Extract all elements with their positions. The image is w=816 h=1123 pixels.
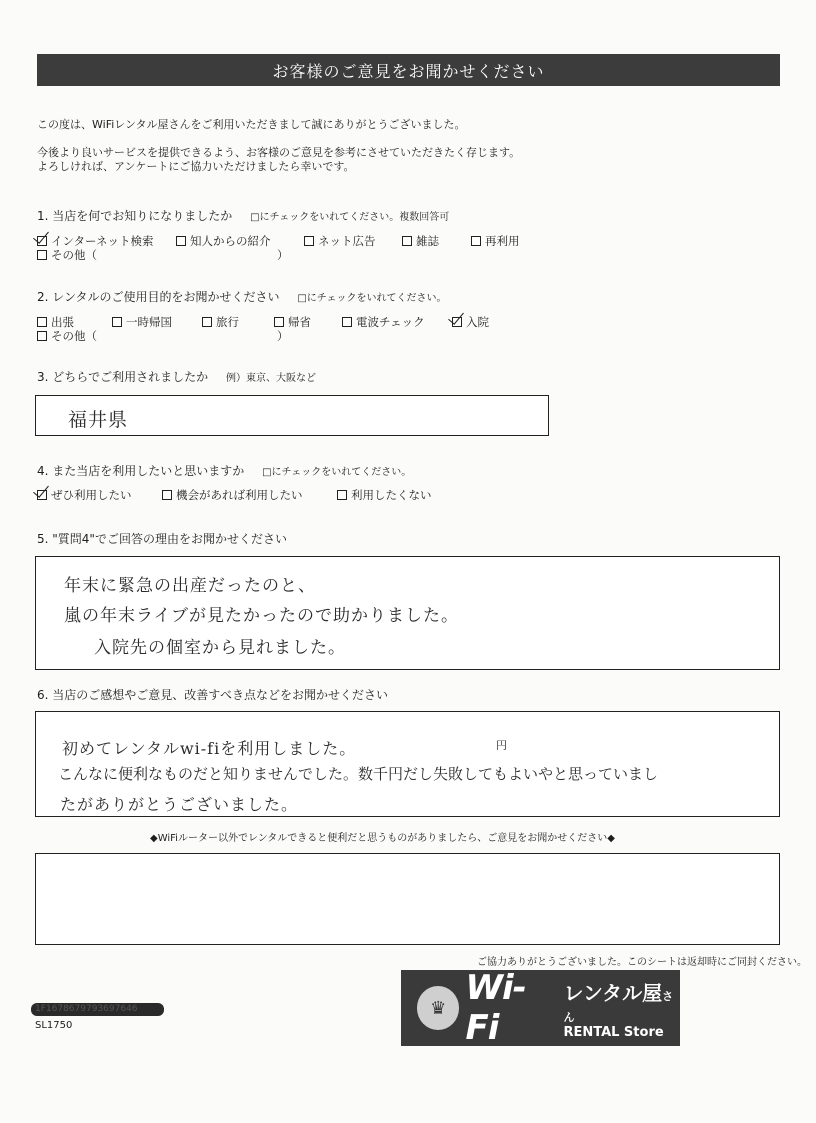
question-1 [37,207,449,224]
checkbox[interactable] [37,250,47,260]
question-3-answer-box[interactable] [35,395,549,436]
question-6-answer-line-3: たがありがとうございました。 [60,795,299,814]
question-6-label: 6. 当店のご感想やご意見、改善すべき点などをお聞かせください [37,688,389,702]
checkbox[interactable] [274,317,284,327]
q1-option-internet-search[interactable]: インターネット検索 [37,233,153,249]
checkbox[interactable] [112,317,122,327]
question-2 [37,288,446,305]
serial-code: SL1750 [35,1020,73,1031]
question-1-note: □にチェックをいれてください。複数回答可 [250,212,450,223]
question-6-answer-line-1: 初めてレンタルwi-fiを利用しました。 [62,739,357,758]
page-title: お客様のご意見をお聞かせください [272,61,545,81]
logo-japanese-text: レンタル屋 [563,980,663,1005]
question-4 [37,462,411,479]
checkbox[interactable] [342,317,352,327]
q4-option-definitely[interactable]: ぜひ利用したい [37,487,132,503]
question-5-label: 5. "質問4"でご回答の理由をお聞かせください [37,532,287,546]
checkbox[interactable] [37,331,47,341]
q2-option-business-trip[interactable]: 出張 [37,314,74,330]
q4-option-if-chance[interactable]: 機会があれば利用したい [162,487,303,503]
footer-thanks: ご協力ありがとうございました。このシートは返却時にご同封ください。 [477,957,807,968]
question-5 [37,530,287,547]
checkbox[interactable] [37,317,47,327]
q2-option-signal-check[interactable]: 電波チェック [342,314,425,330]
question-4-note: □にチェックをいれてください。 [262,467,412,478]
q4-option-no[interactable]: 利用したくない [337,487,432,503]
question-3 [37,368,316,385]
q2-option-other[interactable]: その他（ ） [37,328,297,342]
intro-line-3: よろしければ、アンケートにご協力いただけましたら幸いです。 [37,160,355,173]
q2-option-hospitalization[interactable]: 入院 [452,314,489,330]
question-3-note: 例）東京、大阪など [225,373,316,384]
question-4-options [37,487,457,501]
checkbox[interactable] [471,236,481,246]
checkbox[interactable] [162,490,172,500]
question-6-insert-mark: 円 [496,739,508,752]
checkbox[interactable] [202,317,212,327]
question-5-answer-line-3: 入院先の個室から見れました。 [94,638,346,658]
q1-option-reuse[interactable]: 再利用 [471,233,520,249]
page-title-bar [37,54,780,86]
intro-line-1: この度は、WiFiレンタル屋さんをご利用いただきまして誠にありがとうございました。 [37,118,466,131]
question-6-answer-box[interactable] [35,711,780,817]
question-3-label: 3. どちらでご利用されましたか [37,370,209,384]
checkbox[interactable] [37,236,47,246]
question-1-options [37,233,597,247]
checkbox[interactable] [304,236,314,246]
question-6 [37,686,388,703]
checkbox[interactable] [337,490,347,500]
checkbox[interactable] [37,490,47,500]
question-4-label: 4. また当店を利用したいと思いますか [37,464,245,478]
checkbox[interactable] [176,236,186,246]
intro-line-2: 今後より良いサービスを提供できるよう、お客様のご意見を参考にさせていただきたく存じます。 [37,146,521,159]
question-6-answer-line-2: こんなに便利なものだと知りませんでした。数千円だし失敗してもよいやと思っていまし [58,765,659,783]
question-5-answer-line-1: 年末に緊急の出産だったのと、 [64,576,316,596]
store-logo [401,970,680,1046]
q2-option-temporary-return[interactable]: 一時帰国 [112,314,172,330]
checkbox[interactable] [452,317,462,327]
question-2-label: 2. レンタルのご使用目的をお聞かせください [37,290,280,304]
question-3-answer: 福井県 [68,409,129,431]
question-5-answer-box[interactable] [35,556,780,670]
q2-option-travel[interactable]: 旅行 [202,314,239,330]
question-7-label: ◆WiFiルーター以外でレンタルできると便利だと思うものがありましたら、ご意見をお聞かせください◆ [150,833,615,844]
checkbox[interactable] [402,236,412,246]
q1-option-magazine[interactable]: 雑誌 [402,233,439,249]
question-5-answer-line-2: 嵐の年末ライブが見たかったので助かりました。 [64,606,459,626]
logo-san-text: さん [563,989,674,1024]
q1-option-net-ad[interactable]: ネット広告 [304,233,376,249]
q2-option-homecoming[interactable]: 帰省 [274,314,311,330]
question-2-options [37,314,537,328]
crown-mascot-icon: ♛ [417,986,459,1030]
question-2-note: □にチェックをいれてください。 [297,293,447,304]
q1-option-referral[interactable]: 知人からの紹介 [176,233,271,249]
q1-option-other[interactable]: その他（ ） [37,247,297,261]
logo-english-text: RENTAL Store [563,1024,664,1040]
redacted-number: 1F1678679793697646 [31,1003,164,1016]
question-1-label: 1. 当店を何でお知りになりましたか [37,209,233,223]
logo-wifi-text: Wi-Fi [465,968,526,1048]
question-7-answer-box[interactable] [35,853,780,945]
